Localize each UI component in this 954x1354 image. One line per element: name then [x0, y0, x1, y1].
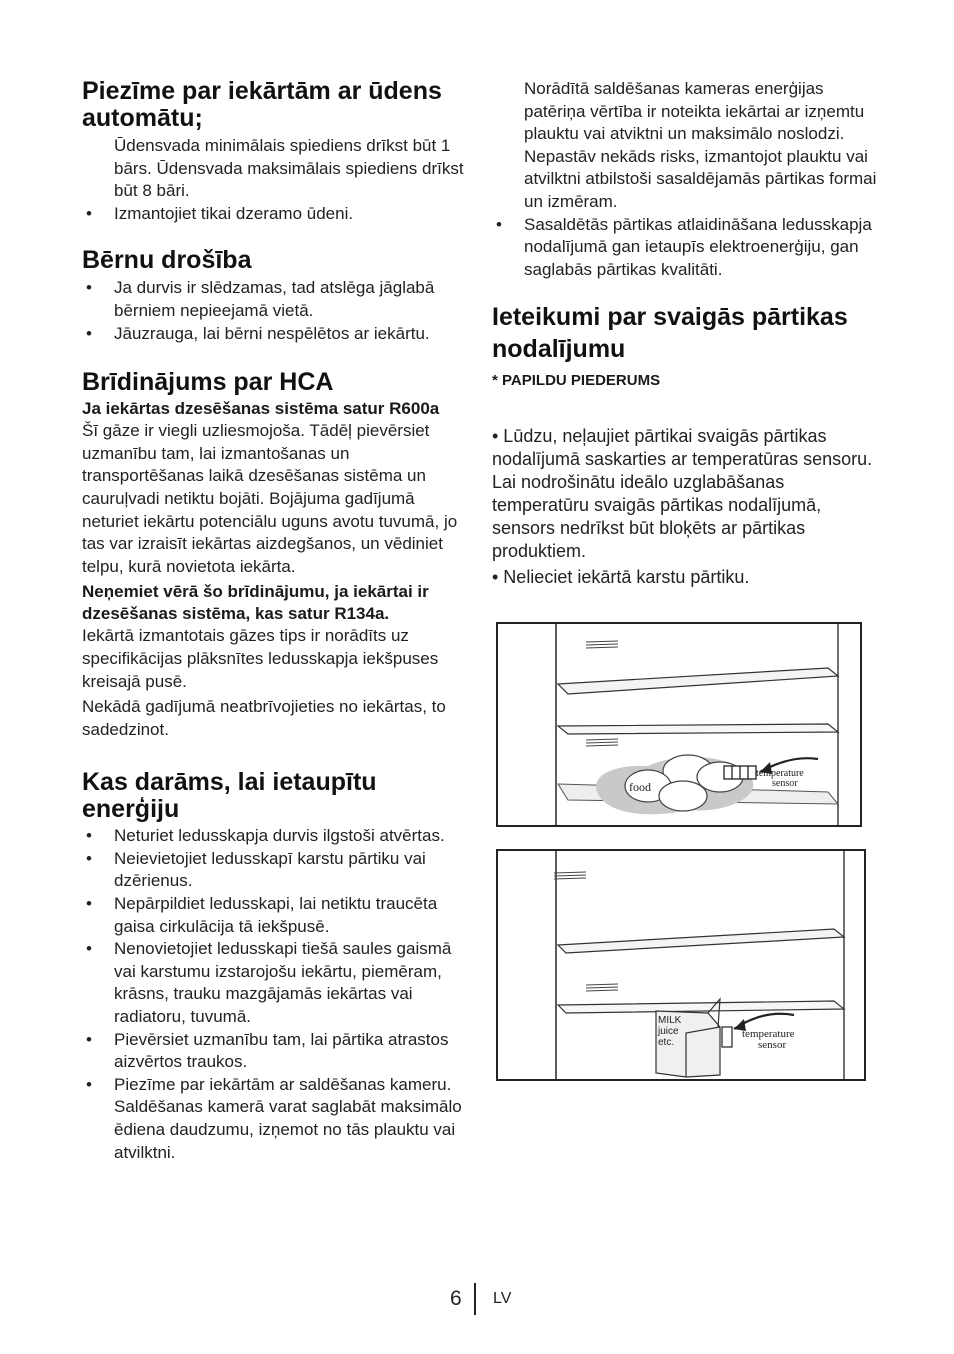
- sensor-label-line2: sensor: [772, 778, 798, 789]
- footer-divider: [474, 1283, 476, 1315]
- list-item: • Sasaldētās pārtikas atlaidināšana ledusskapja nodalījumā gan ietaupīs elektroenerģiju, gan saglabās pārtikas kvalitāti.: [492, 214, 882, 282]
- hca-paragraph: Šī gāze ir viegli uzliesmojoša. Tādēļ pievērsiet uzmanību tam, lai izmantošanas un transportēšanas laikā dzesēšanas sistēma un cauruļvadi netiktu bojāti. Bojājuma gadījumā neturiet iekārtu potenciālu uguns avotu tuvumā, jo tas var izraisīt iekārtas aizdegšanos, un vēdiniet telpu, kurā novietota iekārta.: [82, 421, 458, 576]
- list-item: • Ja durvis ir slēdzamas, tad atslēga jāglabā bērniem nepieejamā vietā.: [82, 277, 472, 322]
- heading-child-safety: Bērnu drošība: [82, 246, 252, 275]
- food-label: food: [629, 780, 651, 794]
- sensor-paragraph: • Lūdzu, neļaujiet pārtikai svaigās pārtikas nodalījumā saskarties ar temperatūras sensoru. Lai nodrošinātu ideālo uzglabāšanas temperatūru svaigās pārtikas nodalījumā, sensors nedrīkst būt bloķēts ar pārtikas produktiem.: [492, 426, 873, 562]
- heading-fresh-food: Ieteikumi par svaigās pārtikas nodalījumu: [492, 303, 848, 364]
- figure-food-sensor: [496, 622, 862, 827]
- figure-milk-sensor: [496, 849, 866, 1081]
- water-bullets: [82, 203, 472, 226]
- sensor-label-line2: sensor: [758, 1039, 787, 1051]
- vent-icon: [554, 872, 618, 991]
- child-safety-bullets: [82, 277, 472, 345]
- list-item: • Nenovietojiet ledusskapi tiešā saules gaismā vai karstumu izstarojošu iekārtu, piemēram, krāsns, trauku mazgājamās iekārtas vai radiatoru, tuvumā.: [82, 938, 472, 1028]
- right-column: [492, 78, 882, 589]
- heading-hca-warning: Brīdinājums par HCA: [82, 368, 334, 397]
- page-number: 6: [450, 1287, 462, 1310]
- water-pressure-text: Ūdensvada minimālais spiediens drīkst būt 1 bārs. Ūdensvada maksimālais spiediens drīkst būt 8 bāri.: [114, 136, 464, 201]
- sensor-label-line1: temperature: [742, 1028, 795, 1040]
- list-item: • Pievērsiet uzmanību tam, lai pārtika atrastos aizvērtos traukos.: [82, 1029, 472, 1074]
- temperature-sensor-icon: [724, 766, 756, 779]
- milk-label-line1: MILK: [658, 1015, 682, 1026]
- list-item: • Piezīme par iekārtām ar saldēšanas kameru. Saldēšanas kamerā varat saglabāt maksimālo ēdiena daudzumu, izņemot no tās plauktu vai atvilktni.: [82, 1074, 472, 1164]
- sensor-label-line1: temperature: [756, 768, 804, 779]
- hca-subtitle: Ja iekārtas dzesēšanas sistēma satur R600a: [82, 399, 440, 419]
- hot-food-paragraph: • Nelieciet iekārtā karstu pārtiku.: [492, 567, 750, 588]
- gas-type-paragraph: Iekārtā izmantotais gāzes tips ir norādīts uz specifikācijas plāksnītes ledusskapja iekšpuses kreisajā pusē.: [82, 626, 439, 691]
- language-code: LV: [493, 1290, 512, 1307]
- hca-warning-note: Neņemiet vērā šo brīdinājumu, ja iekārtai ir dzesēšanas sistēma, kas satur R134a.: [82, 582, 429, 624]
- optional-accessory-label: * PAPILDU PIEDERUMS: [492, 372, 661, 390]
- thawing-bullets: [492, 214, 882, 282]
- list-item: • Izmantojiet tikai dzeramo ūdeni.: [82, 203, 472, 226]
- heading-energy-saving: Kas darāms, lai ietaupītu enerģiju: [82, 768, 377, 824]
- temperature-sensor-icon: [722, 1027, 732, 1047]
- list-item: • Neturiet ledusskapja durvis ilgstoši atvērtas.: [82, 825, 472, 848]
- milk-label-line2: juice: [658, 1026, 679, 1037]
- list-item: • Jāuzrauga, lai bērni nespēlētos ar iekārtu.: [82, 323, 472, 346]
- disposal-paragraph: Nekādā gadījumā neatbrīvojieties no iekārtas, to sadedzinot.: [82, 697, 446, 739]
- milk-label-line3: etc.: [658, 1037, 675, 1048]
- energy-bullets: [82, 825, 472, 1164]
- list-item: • Neievietojiet ledusskapī karstu pārtiku vai dzērienus.: [82, 848, 472, 893]
- list-item: • Nepārpildiet ledusskapi, lai netiktu traucēta gaisa cirkulācija tā iekšpusē.: [82, 893, 472, 938]
- left-column: [82, 78, 472, 1164]
- freezer-energy-paragraph: Norādītā saldēšanas kameras enerģijas patēriņa vērtība ir noteikta iekārtai ar izņemtu plauktu vai atviktni un maksimālo noslodzi. Nepastāv nekāds risks, izmantojot plauktu vai atvilktni atbilstoši sasaldējamās pārtikas formai un izmēram.: [524, 79, 877, 211]
- heading-water-dispenser: Piezīme par iekārtām ar ūdens automātu;: [82, 77, 442, 132]
